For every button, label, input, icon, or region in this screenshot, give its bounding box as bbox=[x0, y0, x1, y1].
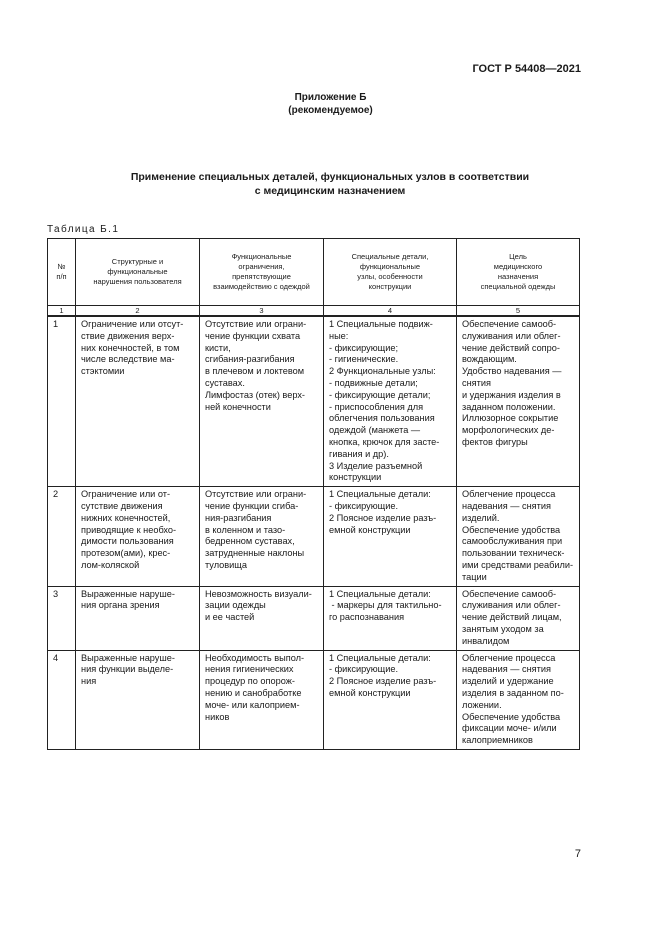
cell-line: 1 Специальные детали: bbox=[329, 489, 431, 500]
cell-line: ния bbox=[81, 676, 97, 687]
cell-line: назначения bbox=[497, 272, 539, 281]
cell-line: бедренном суставах, bbox=[205, 536, 295, 547]
cell-line: емной конструкции bbox=[329, 524, 411, 535]
table-cell-impairment bbox=[76, 650, 200, 749]
cell-line: и удержания изделия в bbox=[462, 389, 561, 400]
cell-line: и ее частей bbox=[205, 612, 255, 623]
page-number: 7 bbox=[574, 848, 581, 860]
row-number: 1 bbox=[48, 317, 76, 487]
row-number: 2 bbox=[48, 487, 76, 586]
cell-line: ограничения, bbox=[238, 262, 285, 271]
cell-line: Лимфостаз (отек) верх- bbox=[205, 389, 305, 400]
table-row bbox=[48, 487, 580, 586]
row-number: 3 bbox=[48, 586, 76, 650]
cell-line: одеждой (манжета — bbox=[329, 425, 421, 436]
cell-line: № bbox=[57, 262, 66, 271]
header-cell bbox=[48, 239, 76, 306]
cell-line: медицинского bbox=[493, 262, 543, 271]
cell-line: процедур по опорож- bbox=[205, 676, 295, 687]
cell-line: го распознавания bbox=[329, 612, 405, 623]
cell-line: - фиксирующие. bbox=[329, 664, 398, 675]
cell-line: фектов фигуры bbox=[462, 436, 528, 447]
cell-line: чение действий лицам, bbox=[462, 612, 562, 623]
cell-line: ния-разгибания bbox=[205, 512, 272, 523]
cell-line: специальной одежды bbox=[480, 282, 556, 291]
cell-line: затрудненные наклоны bbox=[205, 548, 305, 559]
cell-line: Обеспечение удобства bbox=[462, 711, 561, 722]
cell-line: - гигиенические. bbox=[329, 354, 399, 365]
cell-line: функциональные bbox=[107, 267, 168, 276]
cell-line: стэктомии bbox=[81, 366, 125, 377]
cell-line: снятия bbox=[462, 377, 491, 388]
cell-line: облегчения пользования bbox=[329, 413, 435, 424]
cell-line: изделий. bbox=[462, 512, 500, 523]
cell-line: самообслуживания при bbox=[462, 536, 563, 547]
page-title bbox=[80, 170, 580, 198]
cell-line: Выраженные наруше- bbox=[81, 588, 175, 599]
cell-line: сгибания-разгибания bbox=[205, 354, 295, 365]
cell-line: протезом(ами), крес- bbox=[81, 548, 171, 559]
cell-line: нижних конечностей, bbox=[81, 512, 171, 523]
cell-line: них конечностей, в том bbox=[81, 342, 180, 353]
cell-line: Отсутствие или ограни- bbox=[205, 319, 307, 329]
cell-line: ников bbox=[205, 711, 230, 722]
cell-line: инвалидом bbox=[462, 635, 510, 646]
table-row bbox=[48, 650, 580, 749]
table-cell-purpose bbox=[457, 650, 580, 749]
cell-line: 1 Специальные подвиж- bbox=[329, 319, 433, 329]
cell-line: - маркеры для тактильно- bbox=[329, 600, 442, 611]
cell-line: калоприемников bbox=[462, 735, 533, 746]
cell-line: лом-коляской bbox=[81, 559, 140, 570]
cell-line: 1 Специальные детали: bbox=[329, 652, 431, 663]
page-title-line1: Применение специальных деталей, функциональных узлов в соответствии bbox=[130, 171, 530, 183]
cell-line: Облегчение процесса bbox=[462, 652, 556, 663]
table-cell-impairment bbox=[76, 586, 200, 650]
header-cell bbox=[76, 239, 200, 306]
cell-line: в коленном и тазо- bbox=[205, 524, 286, 535]
cell-line: Необходимость выпол- bbox=[205, 652, 305, 663]
cell-line: сутствие движения bbox=[81, 500, 163, 511]
header-cell bbox=[324, 239, 457, 306]
cell-line: узлы, особенности bbox=[357, 272, 423, 281]
cell-line: чение действий сопро- bbox=[462, 342, 560, 353]
cell-line: зации одежды bbox=[205, 600, 266, 611]
table-cell-details bbox=[324, 317, 457, 487]
cell-line: чение функции сгиба- bbox=[205, 500, 299, 511]
cell-line: суставах. bbox=[205, 377, 245, 388]
cell-line: Удобство надевания — bbox=[462, 366, 562, 377]
table-cell-limitation bbox=[200, 487, 324, 586]
table-cell-limitation bbox=[200, 650, 324, 749]
column-number: 5 bbox=[457, 306, 580, 316]
cell-line: чение функции схвата bbox=[205, 330, 301, 341]
cell-line: морфологических де- bbox=[462, 425, 555, 436]
cell-line: - фиксирующие. bbox=[329, 500, 398, 511]
cell-line: Невозможность визуали- bbox=[205, 588, 312, 599]
cell-line: ней конечности bbox=[205, 401, 271, 412]
column-number-row bbox=[48, 306, 580, 316]
cell-line: Иллюзорное сокрытие bbox=[462, 413, 559, 424]
cell-line: препятствующие bbox=[232, 272, 291, 281]
appendix-subtitle: (рекомендуемое) bbox=[288, 105, 373, 116]
cell-line: нению и санобработке bbox=[205, 687, 302, 698]
table-cell-details bbox=[324, 650, 457, 749]
table-cell-purpose bbox=[457, 317, 580, 487]
header-cell bbox=[457, 239, 580, 306]
table-row bbox=[48, 317, 580, 487]
cell-line: служивания или облег- bbox=[462, 600, 561, 611]
cell-line: занятым уходом за bbox=[462, 623, 544, 634]
cell-line: Отсутствие или ограни- bbox=[205, 489, 307, 500]
cell-line: нарушения пользователя bbox=[93, 277, 182, 286]
cell-line: изделия в заданном по- bbox=[462, 687, 564, 698]
cell-line: вождающим. bbox=[462, 354, 517, 365]
page-title-line2: с медицинским назначением bbox=[254, 185, 406, 197]
column-number: 1 bbox=[48, 306, 76, 316]
cell-line: взаимодействию с одеждой bbox=[213, 282, 310, 291]
table-cell-limitation bbox=[200, 586, 324, 650]
table-header-row bbox=[48, 239, 580, 306]
cell-line: фиксации моче- и/или bbox=[462, 723, 557, 734]
cell-line: - приспособления для bbox=[329, 401, 424, 412]
cell-line: моче- или калоприем- bbox=[205, 699, 300, 710]
cell-line: изделий и удержание bbox=[462, 676, 554, 687]
table-cell-limitation bbox=[200, 317, 324, 487]
table-row bbox=[48, 586, 580, 650]
cell-line: кисти, bbox=[205, 342, 231, 353]
column-number: 4 bbox=[324, 306, 457, 316]
cell-line: Выраженные наруше- bbox=[81, 652, 175, 663]
document-code: ГОСТ Р 54408—2021 bbox=[472, 63, 581, 75]
data-table bbox=[47, 238, 580, 750]
cell-line: 2 Поясное изделие разъ- bbox=[329, 676, 437, 687]
table-cell-purpose bbox=[457, 586, 580, 650]
cell-line: Ограничение или от- bbox=[81, 489, 171, 500]
table-cell-impairment bbox=[76, 487, 200, 586]
cell-line: 1 Специальные детали: bbox=[329, 588, 431, 599]
table-label: Таблица Б.1 bbox=[47, 224, 120, 235]
cell-line: Цель bbox=[509, 252, 527, 261]
cell-line: 3 Изделие разъемной bbox=[329, 460, 423, 471]
cell-line: - фиксирующие детали; bbox=[329, 389, 431, 400]
cell-line: нения гигиенических bbox=[205, 664, 294, 675]
cell-line: тации bbox=[462, 571, 487, 582]
cell-line: 2 Функциональные узлы: bbox=[329, 366, 436, 377]
cell-line: ные: bbox=[329, 330, 349, 341]
cell-line: ложении. bbox=[462, 699, 502, 710]
cell-line: приводящие к необхо- bbox=[81, 524, 177, 535]
cell-line: ими средствами реабили- bbox=[462, 559, 574, 570]
cell-line: конструкции bbox=[368, 282, 412, 291]
cell-line: п/п bbox=[56, 272, 67, 281]
cell-line: числе вследствие ма- bbox=[81, 354, 175, 365]
cell-line: Ограничение или отсут- bbox=[81, 319, 184, 329]
cell-line: служивания или облег- bbox=[462, 330, 561, 341]
cell-line: - фиксирующие; bbox=[329, 342, 398, 353]
cell-line: заданном положении. bbox=[462, 401, 556, 412]
column-number: 2 bbox=[76, 306, 200, 316]
cell-line: в плечевом и локтевом bbox=[205, 366, 305, 377]
table-cell-details bbox=[324, 586, 457, 650]
cell-line: 2 Поясное изделие разъ- bbox=[329, 512, 437, 523]
cell-line: Обеспечение самооб- bbox=[462, 588, 557, 599]
cell-line: Обеспечение удобства bbox=[462, 524, 561, 535]
cell-line: емной конструкции bbox=[329, 687, 411, 698]
cell-line: Обеспечение самооб- bbox=[462, 319, 557, 329]
cell-line: ствие движения верх- bbox=[81, 330, 175, 341]
cell-line: пользовании техническ- bbox=[462, 548, 565, 559]
header-cell bbox=[200, 239, 324, 306]
column-number: 3 bbox=[200, 306, 324, 316]
table-cell-impairment bbox=[76, 317, 200, 487]
cell-line: ния функции выделе- bbox=[81, 664, 174, 675]
cell-line: Функциональные bbox=[231, 252, 292, 261]
cell-line: ния органа зрения bbox=[81, 600, 160, 611]
cell-line: кнопка, крючок для засте- bbox=[329, 436, 440, 447]
table-cell-purpose bbox=[457, 487, 580, 586]
row-number: 4 bbox=[48, 650, 76, 749]
cell-line: - подвижные детали; bbox=[329, 377, 418, 388]
cell-line: туловища bbox=[205, 559, 247, 570]
appendix-title: Приложение Б bbox=[294, 92, 367, 103]
cell-line: Специальные детали, bbox=[351, 252, 429, 261]
cell-line: функциональные bbox=[359, 262, 421, 271]
cell-line: димости пользования bbox=[81, 536, 174, 547]
cell-line: надевания — снятия bbox=[462, 500, 551, 511]
cell-line: гивания и др). bbox=[329, 448, 389, 459]
cell-line: надевания — снятия bbox=[462, 664, 551, 675]
cell-line: Облегчение процесса bbox=[462, 489, 556, 500]
table-cell-details bbox=[324, 487, 457, 586]
cell-line: Структурные и bbox=[111, 257, 164, 266]
appendix-heading bbox=[0, 91, 661, 117]
cell-line: конструкции bbox=[329, 472, 382, 483]
